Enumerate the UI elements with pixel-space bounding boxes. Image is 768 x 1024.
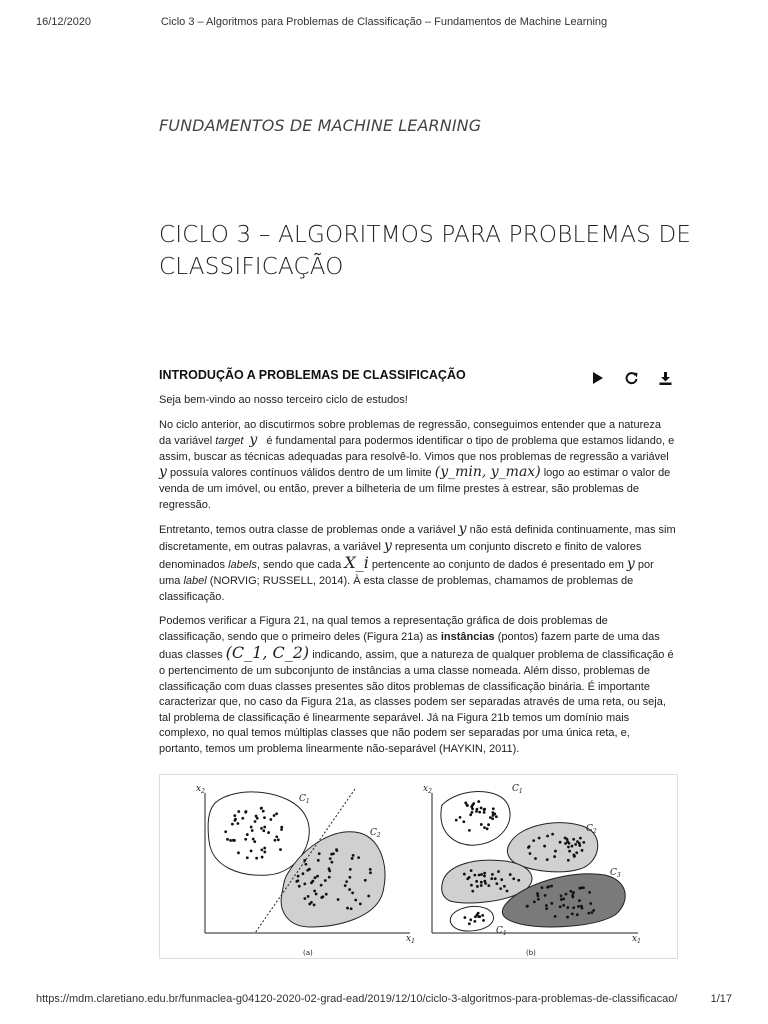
instance-point xyxy=(509,873,512,876)
instance-point xyxy=(346,907,349,910)
instance-point xyxy=(587,912,590,915)
instance-point xyxy=(229,839,232,842)
instance-point xyxy=(349,868,352,871)
instance-point xyxy=(526,905,529,908)
axis-label-x2-a: $x_2$ xyxy=(196,784,205,795)
instance-point xyxy=(246,856,249,859)
instance-point xyxy=(263,851,266,854)
instance-point xyxy=(233,814,236,817)
print-page-number: 1/17 xyxy=(710,993,732,1005)
instance-point xyxy=(494,877,497,880)
instance-point xyxy=(489,816,492,819)
instance-point xyxy=(471,811,474,814)
instance-point xyxy=(474,915,477,918)
instance-point xyxy=(269,818,272,821)
instance-point xyxy=(359,902,362,905)
math-y: y xyxy=(458,521,467,538)
instance-point xyxy=(491,873,494,876)
instance-point xyxy=(554,850,557,853)
instance-point xyxy=(237,810,240,813)
instance-point xyxy=(316,875,319,878)
instance-point xyxy=(544,894,547,897)
instance-point xyxy=(589,902,592,905)
math-xi: X_i xyxy=(344,553,369,573)
instance-point xyxy=(320,884,323,887)
instance-point xyxy=(345,880,348,883)
instance-point xyxy=(569,890,572,893)
instance-point xyxy=(578,842,581,845)
instance-point xyxy=(546,835,549,838)
instance-point xyxy=(480,806,483,809)
instance-point xyxy=(470,869,473,872)
instance-point xyxy=(357,856,360,859)
instance-point xyxy=(571,896,574,899)
class-label-c2-b: $C_2$ xyxy=(586,824,597,835)
axis-label-x1-a: $x_1$ xyxy=(406,934,415,945)
instance-point xyxy=(298,885,301,888)
instance-point xyxy=(472,802,475,805)
instance-point xyxy=(490,877,493,880)
instance-point xyxy=(322,895,325,898)
instance-point xyxy=(572,906,575,909)
class-label-c2-a: $C_2$ xyxy=(370,828,381,839)
instance-point xyxy=(329,857,332,860)
instance-point xyxy=(350,907,353,910)
instance-point xyxy=(263,816,266,819)
instance-point xyxy=(497,870,500,873)
instance-point xyxy=(250,826,253,829)
instance-point xyxy=(475,810,478,813)
instance-point xyxy=(455,819,458,822)
instance-point xyxy=(575,851,578,854)
instance-point xyxy=(546,886,549,889)
instance-point xyxy=(318,852,321,855)
print-date: 16/12/2020 xyxy=(36,16,92,28)
instance-point xyxy=(344,884,347,887)
instance-point xyxy=(469,918,472,921)
instance-point xyxy=(541,886,544,889)
instance-point xyxy=(244,811,247,814)
instance-point xyxy=(313,904,316,907)
instance-point xyxy=(328,876,331,879)
caption-b: (b) xyxy=(526,949,536,957)
instance-point xyxy=(306,869,309,872)
print-doc-title: Ciclo 3 – Algoritmos para Problemas de Classificação – Fundamentos de Machine Learning xyxy=(160,16,608,28)
instance-point xyxy=(297,875,300,878)
instance-point xyxy=(351,891,354,894)
instance-point xyxy=(328,867,331,870)
math-classes: (C_1, C_2) xyxy=(225,643,310,663)
instance-point xyxy=(545,904,548,907)
class-label-c1-a: $C_1$ xyxy=(299,794,310,805)
instance-point xyxy=(545,907,548,910)
instance-point xyxy=(553,855,556,858)
instance-point xyxy=(244,838,247,841)
instance-point xyxy=(482,919,485,922)
instance-point xyxy=(578,887,581,890)
instance-point xyxy=(303,897,306,900)
instance-point xyxy=(537,898,540,901)
instance-point xyxy=(337,898,340,901)
instance-point xyxy=(267,831,270,834)
page-title: CICLO 3 – ALGORITMOS PARA PROBLEMAS DE CLASSIFICAÇÃO xyxy=(159,222,692,280)
class-label-c3-b: $C_3$ xyxy=(610,868,621,879)
instance-point xyxy=(572,838,575,841)
instance-point xyxy=(470,884,473,887)
instance-point xyxy=(348,876,351,879)
instance-point xyxy=(483,811,486,814)
axis-label-x1-b: $x_1$ xyxy=(632,934,641,945)
instance-point xyxy=(546,858,549,861)
instance-point xyxy=(261,856,264,859)
instance-point xyxy=(275,812,278,815)
instance-point xyxy=(532,839,535,842)
instance-point xyxy=(487,884,490,887)
instance-point xyxy=(567,846,570,849)
instance-point xyxy=(354,899,357,902)
instance-point xyxy=(480,823,483,826)
instance-point xyxy=(279,848,282,851)
replay-icon xyxy=(625,372,638,385)
course-link[interactable]: FUNDAMENTOS DE MACHINE LEARNING xyxy=(159,116,482,135)
instance-point xyxy=(480,884,483,887)
instance-point xyxy=(574,843,577,846)
instance-point xyxy=(236,822,239,825)
instance-point xyxy=(352,854,355,857)
instance-point xyxy=(332,852,335,855)
instance-point xyxy=(459,816,462,819)
instance-point xyxy=(492,807,495,810)
instance-point xyxy=(499,887,502,890)
instance-point xyxy=(578,899,581,902)
class-region-c1b-b xyxy=(450,906,493,931)
instance-point xyxy=(592,909,595,912)
instance-point xyxy=(550,902,553,905)
instance-point xyxy=(572,891,575,894)
instance-point xyxy=(559,841,562,844)
instance-point xyxy=(512,877,515,880)
instance-point xyxy=(251,829,254,832)
instance-point xyxy=(224,830,227,833)
figure-21-drawing xyxy=(160,775,677,958)
instance-point xyxy=(468,829,471,832)
instance-point xyxy=(263,847,266,850)
instance-point xyxy=(307,895,310,898)
instance-point xyxy=(534,857,537,860)
instance-point xyxy=(317,859,320,862)
instance-point xyxy=(369,868,372,871)
play-button[interactable] xyxy=(586,369,608,387)
instance-point xyxy=(296,879,299,882)
math-y: y xyxy=(384,537,392,554)
instance-point xyxy=(500,878,503,881)
instance-point xyxy=(571,845,574,848)
instance-point xyxy=(237,851,240,854)
instance-point xyxy=(577,905,580,908)
instance-point xyxy=(280,828,283,831)
instance-point xyxy=(466,804,469,807)
instance-point xyxy=(463,916,466,919)
instance-point xyxy=(234,818,237,821)
instance-point xyxy=(538,837,541,840)
instance-point xyxy=(582,841,585,844)
instance-point xyxy=(493,812,496,815)
instance-point xyxy=(469,813,472,816)
instance-point xyxy=(260,848,263,851)
print-header xyxy=(0,16,768,30)
instance-point xyxy=(351,857,354,860)
instance-point xyxy=(483,875,486,878)
caption-a: (a) xyxy=(303,949,313,957)
instance-point xyxy=(364,879,367,882)
instance-point xyxy=(310,881,313,884)
instance-point xyxy=(303,882,306,885)
instance-point xyxy=(308,903,311,906)
instance-point xyxy=(572,853,575,856)
instance-point xyxy=(253,840,256,843)
axis-label-x2-b: $x_2$ xyxy=(423,784,432,795)
instance-point xyxy=(566,916,569,919)
instance-point xyxy=(581,907,584,910)
instance-point xyxy=(277,838,280,841)
instance-point xyxy=(330,861,333,864)
math-y: y xyxy=(249,432,258,449)
class-label-c1-b: $C_1$ xyxy=(512,784,523,795)
print-url: https://mdm.claretiano.edu.br/funmaclea-g04120-2020-02-grad-ead/2019/12/10/ciclo-3-algoritmos-para-problemas-de-classificacao/ xyxy=(36,993,678,1005)
download-button[interactable] xyxy=(654,369,676,387)
instance-point xyxy=(503,885,506,888)
instance-point xyxy=(241,817,244,820)
instance-point xyxy=(226,838,229,841)
instance-point xyxy=(554,915,557,918)
instance-point xyxy=(565,893,568,896)
instance-point xyxy=(302,872,305,875)
instance-point xyxy=(233,839,236,842)
instance-point xyxy=(537,894,540,897)
instance-point xyxy=(304,863,307,866)
instance-point xyxy=(255,857,258,860)
instance-point xyxy=(481,914,484,917)
instance-point xyxy=(260,807,263,810)
instance-point xyxy=(551,833,554,836)
instance-point xyxy=(477,800,480,803)
instance-point xyxy=(480,873,483,876)
instance-point xyxy=(560,898,563,901)
instance-point xyxy=(260,827,263,830)
instance-point xyxy=(550,885,553,888)
math-limit: (y_min, y_max) xyxy=(434,464,541,481)
instance-point xyxy=(560,894,563,897)
instance-point xyxy=(487,823,490,826)
instance-point xyxy=(566,906,569,909)
math-y: y xyxy=(626,556,635,573)
instance-point xyxy=(471,890,474,893)
play-icon xyxy=(592,372,603,384)
instance-point xyxy=(369,871,372,874)
paragraph-3: Entretanto, temos outra classe de problemas onde a variável y não está definida continuamente, mas sim discretamente, em outras palavras, a variável y representa um conjunto discreto e finito de valores denominados labels, sendo que cada X_i pertencente ao conjunto de dados é presentado em y por uma label (NORVIG; RUSSELL, 2014). À esta classe de problemas, chamamos de problemas de classificação. xyxy=(159,521,676,603)
section-header xyxy=(159,366,676,386)
replay-button[interactable] xyxy=(620,369,642,387)
instance-point xyxy=(324,879,327,882)
instance-point xyxy=(466,877,469,880)
instance-point xyxy=(464,801,467,804)
instance-point xyxy=(483,872,486,875)
instance-point xyxy=(471,807,474,810)
instance-point xyxy=(576,913,579,916)
class-region-c2-b xyxy=(507,823,597,872)
instance-point xyxy=(231,823,234,826)
instance-point xyxy=(262,810,265,813)
section-title: INTRODUÇÃO A PROBLEMAS DE CLASSIFICAÇÃO xyxy=(159,368,466,382)
instance-point xyxy=(262,829,265,832)
instance-point xyxy=(473,920,476,923)
instance-point xyxy=(517,879,520,882)
instance-point xyxy=(562,904,565,907)
instance-point xyxy=(275,835,278,838)
paragraph-1: Seja bem-vindo ao nosso terceiro ciclo de estudos! xyxy=(159,394,408,406)
instance-point xyxy=(528,845,531,848)
instance-point xyxy=(256,817,259,820)
instance-point xyxy=(533,901,536,904)
instance-point xyxy=(478,811,481,814)
instance-point xyxy=(475,880,478,883)
instance-point xyxy=(559,905,562,908)
instance-point xyxy=(273,814,276,817)
instance-point xyxy=(280,826,283,829)
instance-point xyxy=(367,895,370,898)
instance-point xyxy=(495,882,498,885)
class-label-c1b-b: $C_1$ xyxy=(496,926,507,937)
paragraph-2: No ciclo anterior, ao discutirmos sobre problemas de regressão, conseguimos entender que a natureza da variável target y é fundamental para podermos identificar o tipo de problema que estamos lidando, e assim, buscar as técnicas adequadas para resolvê-lo. Vimos que nos problemas de regressão a variável y possuía valores contínuos válidos dentro de um limite (y_min, y_max) logo ao estimar o valor de venda de um imóvel, ou então, prever a bilheteria de um filme prestes à estrear, são problemas de regressão. xyxy=(159,418,675,511)
instance-point xyxy=(581,849,584,852)
print-footer xyxy=(0,993,768,1007)
instance-point xyxy=(254,820,257,823)
instance-point xyxy=(568,850,571,853)
article-body xyxy=(159,393,676,766)
instance-point xyxy=(252,838,255,841)
instance-point xyxy=(486,827,489,830)
instance-point xyxy=(579,837,582,840)
instance-point xyxy=(473,874,476,877)
instance-point xyxy=(483,826,486,829)
instance-point xyxy=(315,893,318,896)
instance-point xyxy=(263,826,266,829)
instance-point xyxy=(246,833,249,836)
instance-point xyxy=(478,915,481,918)
instance-point xyxy=(250,850,253,853)
instance-point xyxy=(571,912,574,915)
instance-point xyxy=(314,876,317,879)
instance-point xyxy=(476,885,479,888)
instance-point xyxy=(506,890,509,893)
instance-point xyxy=(483,880,486,883)
instance-point xyxy=(462,820,465,823)
instance-point xyxy=(478,874,481,877)
instance-point xyxy=(564,836,567,839)
instance-point xyxy=(536,892,539,895)
instance-point xyxy=(313,890,316,893)
instance-point xyxy=(567,859,570,862)
class-region-c1-b xyxy=(441,792,510,846)
instance-point xyxy=(480,881,483,884)
download-icon xyxy=(659,372,672,385)
instance-point xyxy=(495,815,498,818)
instance-point xyxy=(483,808,486,811)
instance-point xyxy=(543,845,546,848)
math-y: y xyxy=(159,464,167,481)
instance-point xyxy=(325,893,328,896)
instance-point xyxy=(274,839,277,842)
instance-point xyxy=(588,891,591,894)
instance-point xyxy=(468,922,471,925)
class-region-c1-a xyxy=(208,792,309,875)
instance-point xyxy=(568,842,571,845)
paragraph-4: Podemos verificar a Figura 21, na qual temos a representação gráfica de dois problemas de classificação, sendo que o primeiro deles (Figura 21a) as instâncias (pontos) fazem parte de uma das duas classes (C_1, C_2) indicando, assim, que a natureza de qualquer problema de classificação é o pertencimento de um subconjunto de instâncias a uma classe nomeada. Além disso, problemas de classificação com duas classes presentes são ditos problemas de classificação binária. É importante caracterizar que, no caso da Figura 21a, as classes podem ser separadas através de uma reta, ou seja, tal problema de classificação é linearmente separável. Já na Figura 21b temos um domínio mais complexo, no qual temos múltiplas classes que não podem ser separadas por uma única reta, e, portanto, temos um problema linearmente não-separável (HAYKIN, 2011). xyxy=(159,615,674,755)
instance-point xyxy=(529,852,532,855)
instance-point xyxy=(348,888,351,891)
audio-toolbar xyxy=(586,369,676,387)
instance-point xyxy=(463,873,466,876)
instance-point xyxy=(335,848,338,851)
instance-point xyxy=(562,897,565,900)
figure-21 xyxy=(159,774,678,959)
